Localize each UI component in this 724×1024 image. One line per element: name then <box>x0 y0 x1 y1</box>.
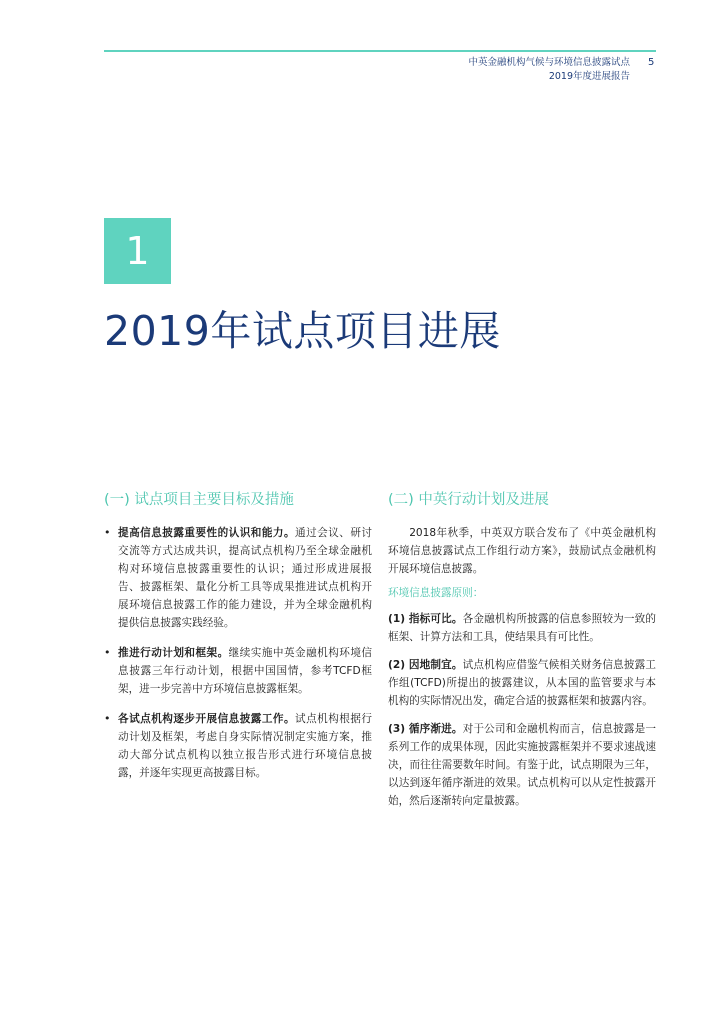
principle-lead: (1) 指标可比。 <box>388 613 463 625</box>
principle-item <box>388 720 656 810</box>
list-item <box>104 710 372 782</box>
principle-item <box>388 656 656 710</box>
bullet-icon: • <box>104 526 111 539</box>
running-header <box>468 56 630 84</box>
chapter-title: 2019年试点项目进展 <box>104 307 501 355</box>
bullet-icon: • <box>104 646 111 659</box>
bullet-lead: 推进行动计划和框架。 <box>118 647 229 659</box>
intro-paragraph: 2018年秋季，中英双方联合发布了《中英金融机构环境信息披露试点工作组行动方案》，鼓励试点金融机构开展环境信息披露。 <box>388 527 656 575</box>
bullet-body: 试点机构根据行动计划及框架，考虑自身实际情况制定实施方案，推动大部分试点机构以独立报告形式进行环境信息披露，并逐年实现更高披露目标。 <box>118 713 373 779</box>
principles-heading: 环境信息披露原则： <box>388 587 484 599</box>
principle-item <box>388 610 656 646</box>
bullet-body: 通过会议、研讨交流等方式达成共识，提高试点机构乃至全球金融机构对环境信息披露重要性的认识；通过形成进展报告、披露框架、量化分析工具等成果推进试点机构开展环境信息披露工作的能力建设，并为全球金融机构提供信息披露实践经验。 <box>118 527 373 629</box>
principle-body: 对于公司和金融机构而言，信息披露是一系列工作的成果体现，因此实施披露框架并不要求速战速决，而往往需要数年时间。有鉴于此，试点期限为三年，以达到逐年循序渐进的效果。试点机构可以从定性披露开始，然后逐渐转向定量披露。 <box>388 723 656 807</box>
principle-lead: (3) 循序渐进。 <box>388 723 463 735</box>
bullet-lead: 各试点机构逐步开展信息披露工作。 <box>118 713 296 725</box>
list-item <box>104 524 372 632</box>
section-heading-action-plan: (二) 中英行动计划及进展 <box>388 492 549 508</box>
right-column <box>388 490 656 820</box>
header-rule <box>104 50 656 52</box>
page-number: 5 <box>648 57 655 68</box>
bullet-text <box>118 644 372 698</box>
bullet-text <box>118 710 372 782</box>
bullet-lead: 提高信息披露重要性的认识和能力。 <box>118 527 296 539</box>
list-item <box>104 644 372 698</box>
chapter-number: 1 <box>125 229 150 273</box>
chapter-number-box <box>104 218 171 284</box>
principle-lead: (2) 因地制宜。 <box>388 659 463 671</box>
bullet-text <box>118 524 372 632</box>
section-heading-goals: (一) 试点项目主要目标及措施 <box>104 492 294 508</box>
left-column <box>104 490 372 794</box>
header-subtitle: 2019年度进展报告 <box>548 71 630 82</box>
header-title: 中英金融机构气候与环境信息披露试点 <box>468 57 630 68</box>
principle-body: 各金融机构所披露的信息参照较为一致的框架、计算方法和工具，使结果具有可比性。 <box>388 613 656 643</box>
principle-body: 试点机构应借鉴气候相关财务信息披露工作组(TCFD)所提出的披露建议，从本国的监管要求与本机构的实际情况出发，确定合适的披露框架和披露内容。 <box>388 659 656 707</box>
bullet-body: 继续实施中英金融机构环境信息披露三年行动计划，根据中国国情，参考TCFD框架，进一步完善中方环境信息披露框架。 <box>118 647 373 695</box>
bullet-icon: • <box>104 712 111 725</box>
